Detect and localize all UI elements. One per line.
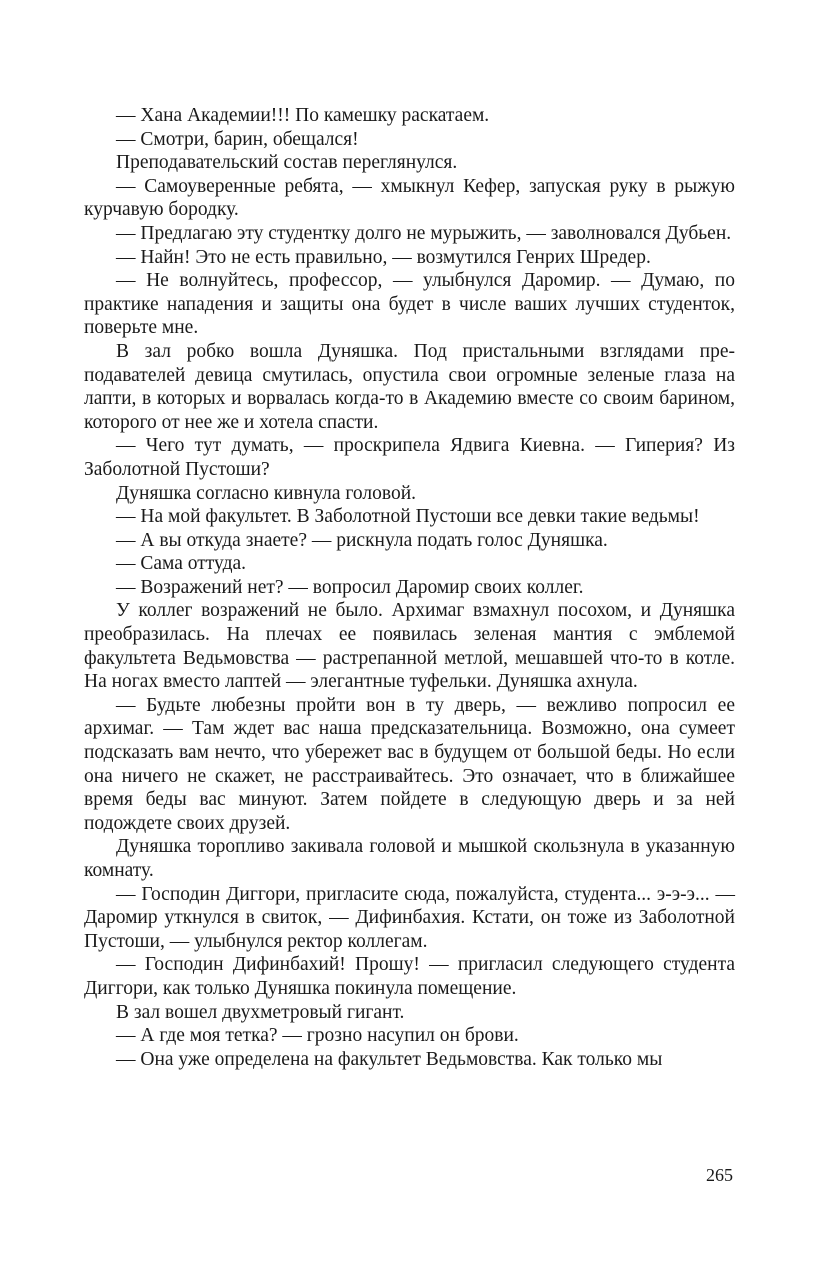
paragraph: — Господин Дифинбахий! Прошу! — пригласил следующего студента Диггори, как только Дуняшка покинула помещение. xyxy=(84,954,735,999)
paragraph: В зал робко вошла Дуняшка. Под пристальными взглядами преподавателей девица смутилась, опустила свои огромные зеленые глаза на лапти, в которых и ворвалась когда-то в Академию вместе со своим барином, которого от нее же и хотела спасти. xyxy=(84,340,735,433)
paragraph: — Она уже определена на факультет Ведьмовства. Как только мы xyxy=(116,1048,663,1070)
paragraph: В зал вошел двухметровый гигант. xyxy=(116,1001,405,1023)
paragraph: — Самоуверенные ребята, — хмыкнул Кефер, запуская руку в рыжую курчавую бородку. xyxy=(84,175,735,221)
paragraph: — Сама оттуда. xyxy=(116,553,247,575)
paragraph: — Не волнуйтесь, профессор, — улыбнулся Даромир. — Думаю, по практике нападения и защиты она будет в числе ваших лучших студенток, поверьте мне. xyxy=(84,270,735,339)
paragraph: У коллег возражений не было. Архимаг взмахнул посохом, и Дуняшка преобразилась. На плечах ее появилась зеленая мантия с эмблемой факультета Ведьмовства — растрепанной метлой, мешавшей что-то в котле. На ногах вместо лаптей — элегантные туфельки. Дуняшка ахнула. xyxy=(84,600,735,693)
paragraph: — На мой факультет. В Заболотной Пустоши все девки такие ведьмы! xyxy=(116,506,700,528)
body-text xyxy=(84,104,735,1071)
paragraph: Преподавательский состав переглянулся. xyxy=(116,152,458,174)
paragraph: Дуняшка торопливо закивала головой и мышкой скользнула в указанную комнату. xyxy=(84,836,735,881)
paragraph: — А вы откуда знаете? — рискнула подать голос Дуняшка. xyxy=(116,529,608,551)
paragraph: — Найн! Это не есть правильно, — возмутился Генрих Шредер. xyxy=(116,246,651,268)
paragraph: — Предлагаю эту студентку долго не мурыжить, — заволновался Дубьен. xyxy=(116,222,732,244)
paragraph: — А где моя тетка? — грозно насупил он брови. xyxy=(116,1025,519,1047)
page-number: 265 xyxy=(706,1165,733,1185)
paragraph: Дуняшка согласно кивнула головой. xyxy=(116,482,417,504)
paragraph: — Чего тут думать, — проскрипела Ядвига Киевна. — Гиперия? Из Заболотной Пустоши? xyxy=(84,435,735,480)
paragraph: — Смотри, барин, обещался! xyxy=(116,128,359,150)
paragraph: — Будьте любезны пройти вон в ту дверь, — вежливо попросил ее архимаг. — Там ждет вас наша предсказательница. Возможно, она сумеет подсказать вам нечто, что убережет вас в будущем от большой беды. Но если она ничего не скажет, не расстраивайтесь. Это означает, что в ближайшее время беды вас минуют. Затем пойдете в следующую дверь и за ней подождете своих друзей. xyxy=(84,694,735,834)
paragraph: — Хана Академии!!! По камешку раскатаем. xyxy=(116,105,490,126)
paragraph: — Господин Диггори, пригласите сюда, пожалуйста, студента... э-э-э... — Даромир уткнулся в свиток, — Дифинбахия. Кстати, он тоже из Заболотной Пустоши, — улыбнулся ректор коллегам. xyxy=(84,883,735,952)
paragraph: — Возражений нет? — вопросил Даромир своих коллег. xyxy=(116,576,584,598)
